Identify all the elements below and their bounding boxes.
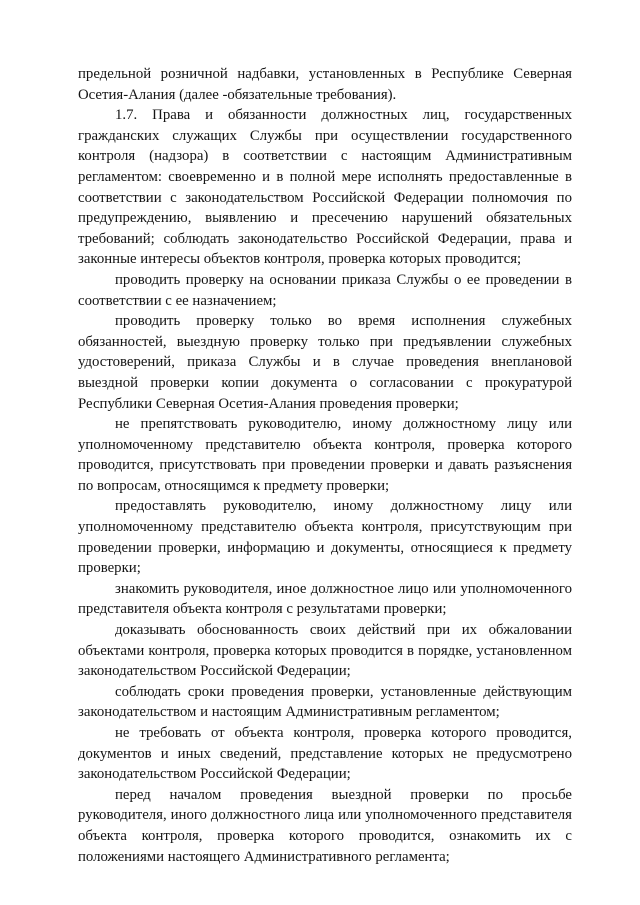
paragraph-not-require-documents: не требовать от объекта контроля, проверка которого проводится, документов и иных сведений, представление которых не предусмотрено законодательством Российской Федерации; <box>78 725 572 783</box>
paragraph-section-1-7: 1.7. Права и обязанности должностных лиц, государственных гражданских служащих Службы при осуществлении государственного контроля (надзора) в соответствии с настоящим Административным регламентом: своевременно и в полной мере исполнять предоставленные в соответствии с законодательством Российской Федерации полномочия по предупреждению, выявлению и пресечению нарушений обязательных требований; соблюдать законодательство Российской Федерации, права и законные интересы объектов контроля, проверка которых проводится; <box>78 107 572 268</box>
paragraph-not-obstruct: не препятствовать руководителю, иному должностному лицу или уполномоченному представителю объекта контроля, проверка которого проводится, присутствовать при проведении проверки и давать разъяснения по вопросам, относящимся к предмету проверки; <box>78 416 572 494</box>
paragraph-conduct-by-order: проводить проверку на основании приказа Службы о ее проведении в соответствии с ее назначением; <box>78 271 572 309</box>
document-body <box>78 64 572 867</box>
paragraph-observe-deadlines: соблюдать сроки проведения проверки, установленные действующим законодательством и настоящим Административным регламентом; <box>78 683 572 721</box>
paragraph-familiarize-results: знакомить руководителя, иное должностное лицо или уполномоченного представителя объекта контроля с результатами проверки; <box>78 580 572 618</box>
paragraph-conduct-during-duties: проводить проверку только во время исполнения служебных обязанностей, выездную проверку только при предъявлении служебных удостоверений, приказа Службы и в случае проведения внеплановой выездной проверки копии документа о согласовании с прокуратурой Республики Северная Осетия-Алания проведения проверки; <box>78 313 572 412</box>
paragraph-continuation: предельной розничной надбавки, установленных в Республике Северная Осетия-Алания (далее -обязательные требования). <box>78 66 572 103</box>
paragraph-provide-information: предоставлять руководителю, иному должностному лицу или уполномоченному представителю объекта контроля, присутствующим при проведении проверки, информацию и документы, относящиеся к предмету проверки; <box>78 498 572 577</box>
paragraph-familiarize-regulation: перед началом проведения выездной проверки по просьбе руководителя, иного должностного лица или уполномоченного представителя объекта контроля, проверка которого проводится, ознакомить их с положениями настоящего Административного регламента; <box>78 786 572 865</box>
paragraph-prove-validity: доказывать обоснованность своих действий при их обжаловании объектами контроля, проверка которых проводится в порядке, установленном законодательством Российской Федерации; <box>78 622 572 680</box>
